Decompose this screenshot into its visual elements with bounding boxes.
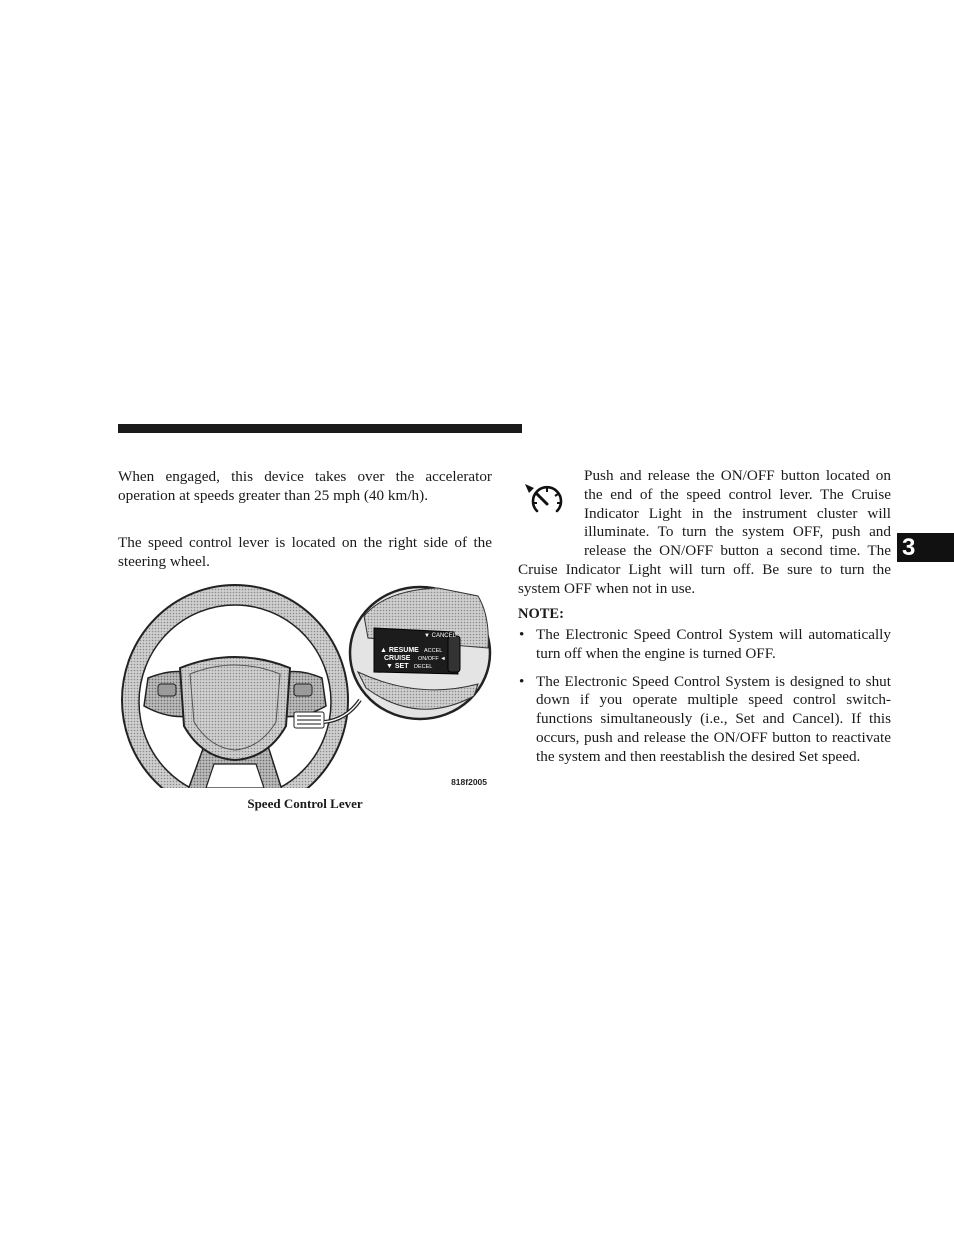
set-label: ▼ SET (386, 663, 409, 670)
note-label: NOTE: (518, 606, 564, 622)
note-item: • The Electronic Speed Control System will automatically turn off when the engine is turned OFF. (519, 626, 891, 662)
figure-caption: Speed Control Lever (247, 796, 363, 811)
push-release-paragraph: Push and release the ON/OFF button located on the end of the speed control lever. The Cruise Indicator Light in the instrument cluster will illuminate. To turn the system OFF, push and release the ON/OFF button a second time. The Cruise Indicator Light will turn off. Be sure to turn the system OFF when not in use. (518, 467, 891, 597)
chapter-tab: 3 (897, 533, 954, 562)
lever-closeup-inset (350, 587, 490, 719)
cancel-label: ▼ CANCEL (424, 633, 456, 639)
decel-label: DECEL (414, 664, 433, 670)
intro-paragraph: When engaged, this device takes over the accelerator operation at speeds greater than 25 mph (40 km/h). (118, 468, 492, 504)
lever-location-paragraph: The speed control lever is located on the right side of the steering wheel. (118, 534, 492, 570)
accel-label: ACCEL (424, 648, 443, 654)
steering-wheel (122, 585, 360, 792)
figure-id: 818f2005 (451, 777, 487, 787)
on-off-label: ON/OFF ◄ (418, 656, 446, 662)
resume-label: ▲ RESUME (380, 647, 419, 654)
note-item: • The Electronic Speed Control System is designed to shut down if you operate multiple speed control switch-functions simultaneously (i.e., Set and Cancel). If this occurs, push and release the ON/OFF button to reactivate the system and then reestablish the desired Set speed. (519, 672, 891, 765)
note-list (518, 626, 891, 776)
section-header-rule (118, 424, 522, 433)
bullet-symbol: • (519, 672, 525, 690)
cruise-label: CRUISE (384, 655, 411, 662)
speed-control-lever-illustration (118, 576, 492, 792)
bullet-symbol: • (519, 626, 525, 643)
